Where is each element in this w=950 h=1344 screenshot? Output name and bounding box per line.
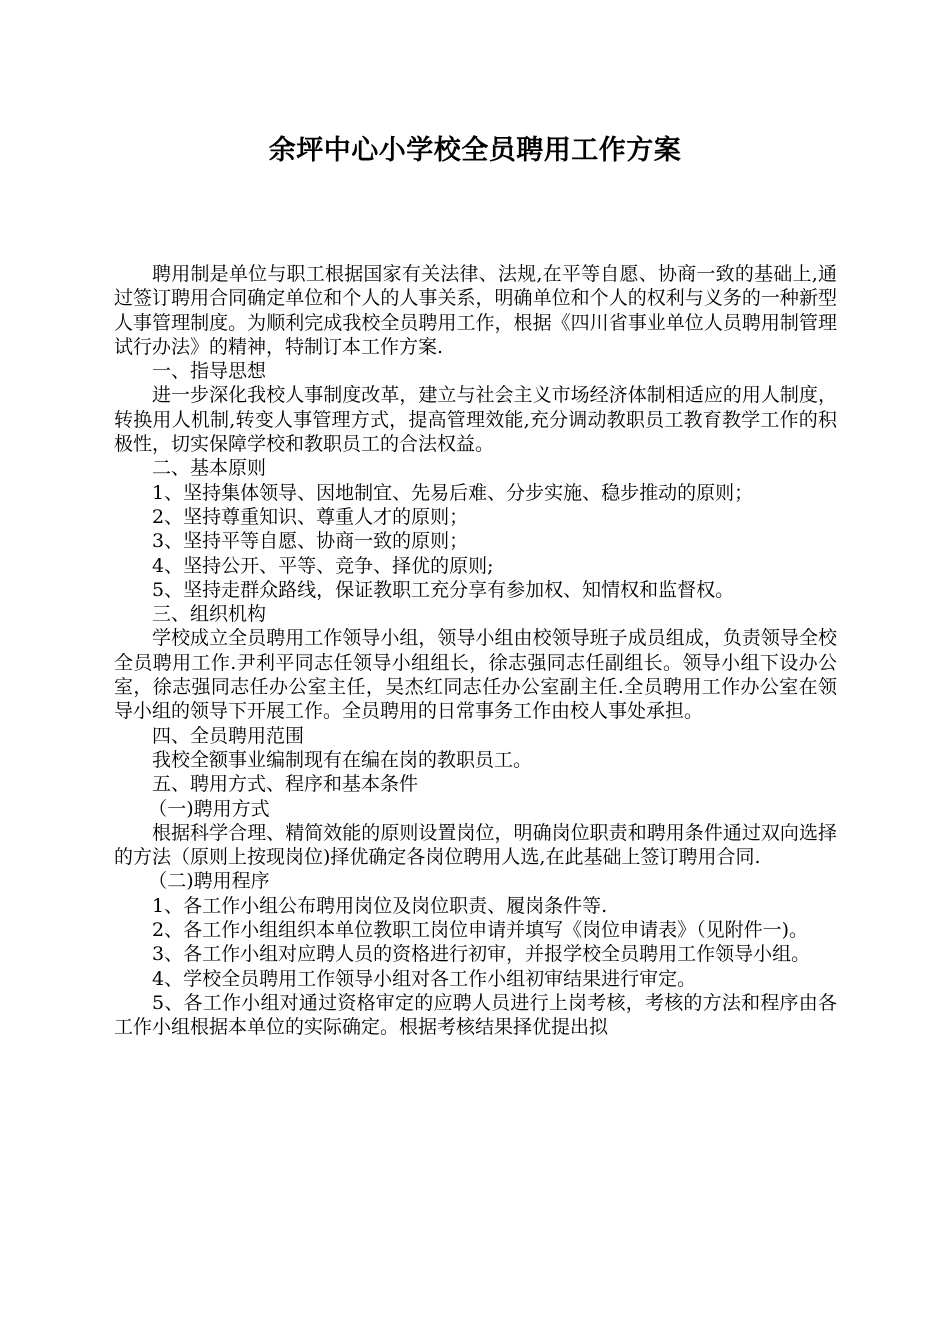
procedure-item: 1、各工作小组公布聘用岗位及岗位职责、履岗条件等. <box>152 894 608 917</box>
section-heading-organization: 三、组织机构 <box>152 603 267 626</box>
subsection-heading-employment-procedure: （二)聘用程序 <box>148 870 270 893</box>
principle-item: 3、坚持平等自愿、协商一致的原则； <box>152 530 469 553</box>
paragraph-organization: 学校成立全员聘用工作领导小组，领导小组由校领导班子成员组成，负责领导全校全员聘用工作.尹利平同志任领导小组组长，徐志强同志任副组长。领导小组下设办公室，徐志强同志任办公室主任，吴杰红同志任办公室副主任.全员聘用工作办公室在领导小组的领导下开展工作。全员聘用的日常事务工作由校人事处承担。 <box>114 627 837 723</box>
paragraph-employment-method: 根据科学合理、精简效能的原则设置岗位，明确岗位职责和聘用条件通过双向选择的方法（原则上按现岗位)择优确定各岗位聘用人选,在此基础上签订聘用合同. <box>114 821 837 869</box>
principle-item: 5、坚持走群众路线，保证教职工充分享有参加权、知情权和监督权。 <box>152 578 735 601</box>
document-title: 余坪中心小学校全员聘用工作方案 <box>268 135 682 166</box>
principle-item: 2、坚持尊重知识、尊重人才的原则； <box>152 505 469 528</box>
procedure-item: 4、学校全员聘用工作领导小组对各工作小组初审结果进行审定。 <box>152 967 697 990</box>
paragraph-scope: 我校全额事业编制现有在编在岗的教职员工。 <box>152 748 533 771</box>
paragraph-intro: 聘用制是单位与职工根据国家有关法律、法规,在平等自愿、协商一致的基础上,通过签订聘用合同确定单位和个人的人事关系，明确单位和个人的权利与义务的一种新型人事管理制度。为顺利完成我校全员聘用工作，根据《四川省事业单位人员聘用制管理试行办法》的精神，特制订本工作方案. <box>114 263 837 358</box>
procedure-item: 5、各工作小组对通过资格审定的应聘人员进行上岗考核，考核的方法和程序由各工作小组根据本单位的实际确定。根据考核结果择优提出拟 <box>114 991 837 1039</box>
principle-item: 1、坚持集体领导、因地制宜、先易后难、分步实施、稳步推动的原则； <box>152 481 754 504</box>
section-heading-guiding-ideology: 一、指导思想 <box>152 360 267 383</box>
paragraph-guiding-ideology: 进一步深化我校人事制度改革，建立与社会主义市场经济体制相适应的用人制度，转换用人机制,转变人事管理方式，提高管理效能,充分调动教职员工教育教学工作的积极性，切实保障学校和教职员工的合法权益。 <box>114 384 837 456</box>
section-heading-basic-principles: 二、基本原则 <box>152 457 267 480</box>
section-heading-scope: 四、全员聘用范围 <box>152 724 305 747</box>
procedure-item: 2、各工作小组组织本单位教职工岗位申请并填写《岗位申请表》（见附件一)。 <box>152 919 809 942</box>
document-body <box>114 262 837 1040</box>
subsection-heading-employment-method: （一)聘用方式 <box>148 797 270 820</box>
section-heading-methods: 五、聘用方式、程序和基本条件 <box>152 773 419 796</box>
procedure-item: 3、各工作小组对应聘人员的资格进行初审，并报学校全员聘用工作领导小组。 <box>152 943 811 966</box>
principle-item: 4、坚持公开、平等、竞争、择优的原则; <box>152 554 494 577</box>
